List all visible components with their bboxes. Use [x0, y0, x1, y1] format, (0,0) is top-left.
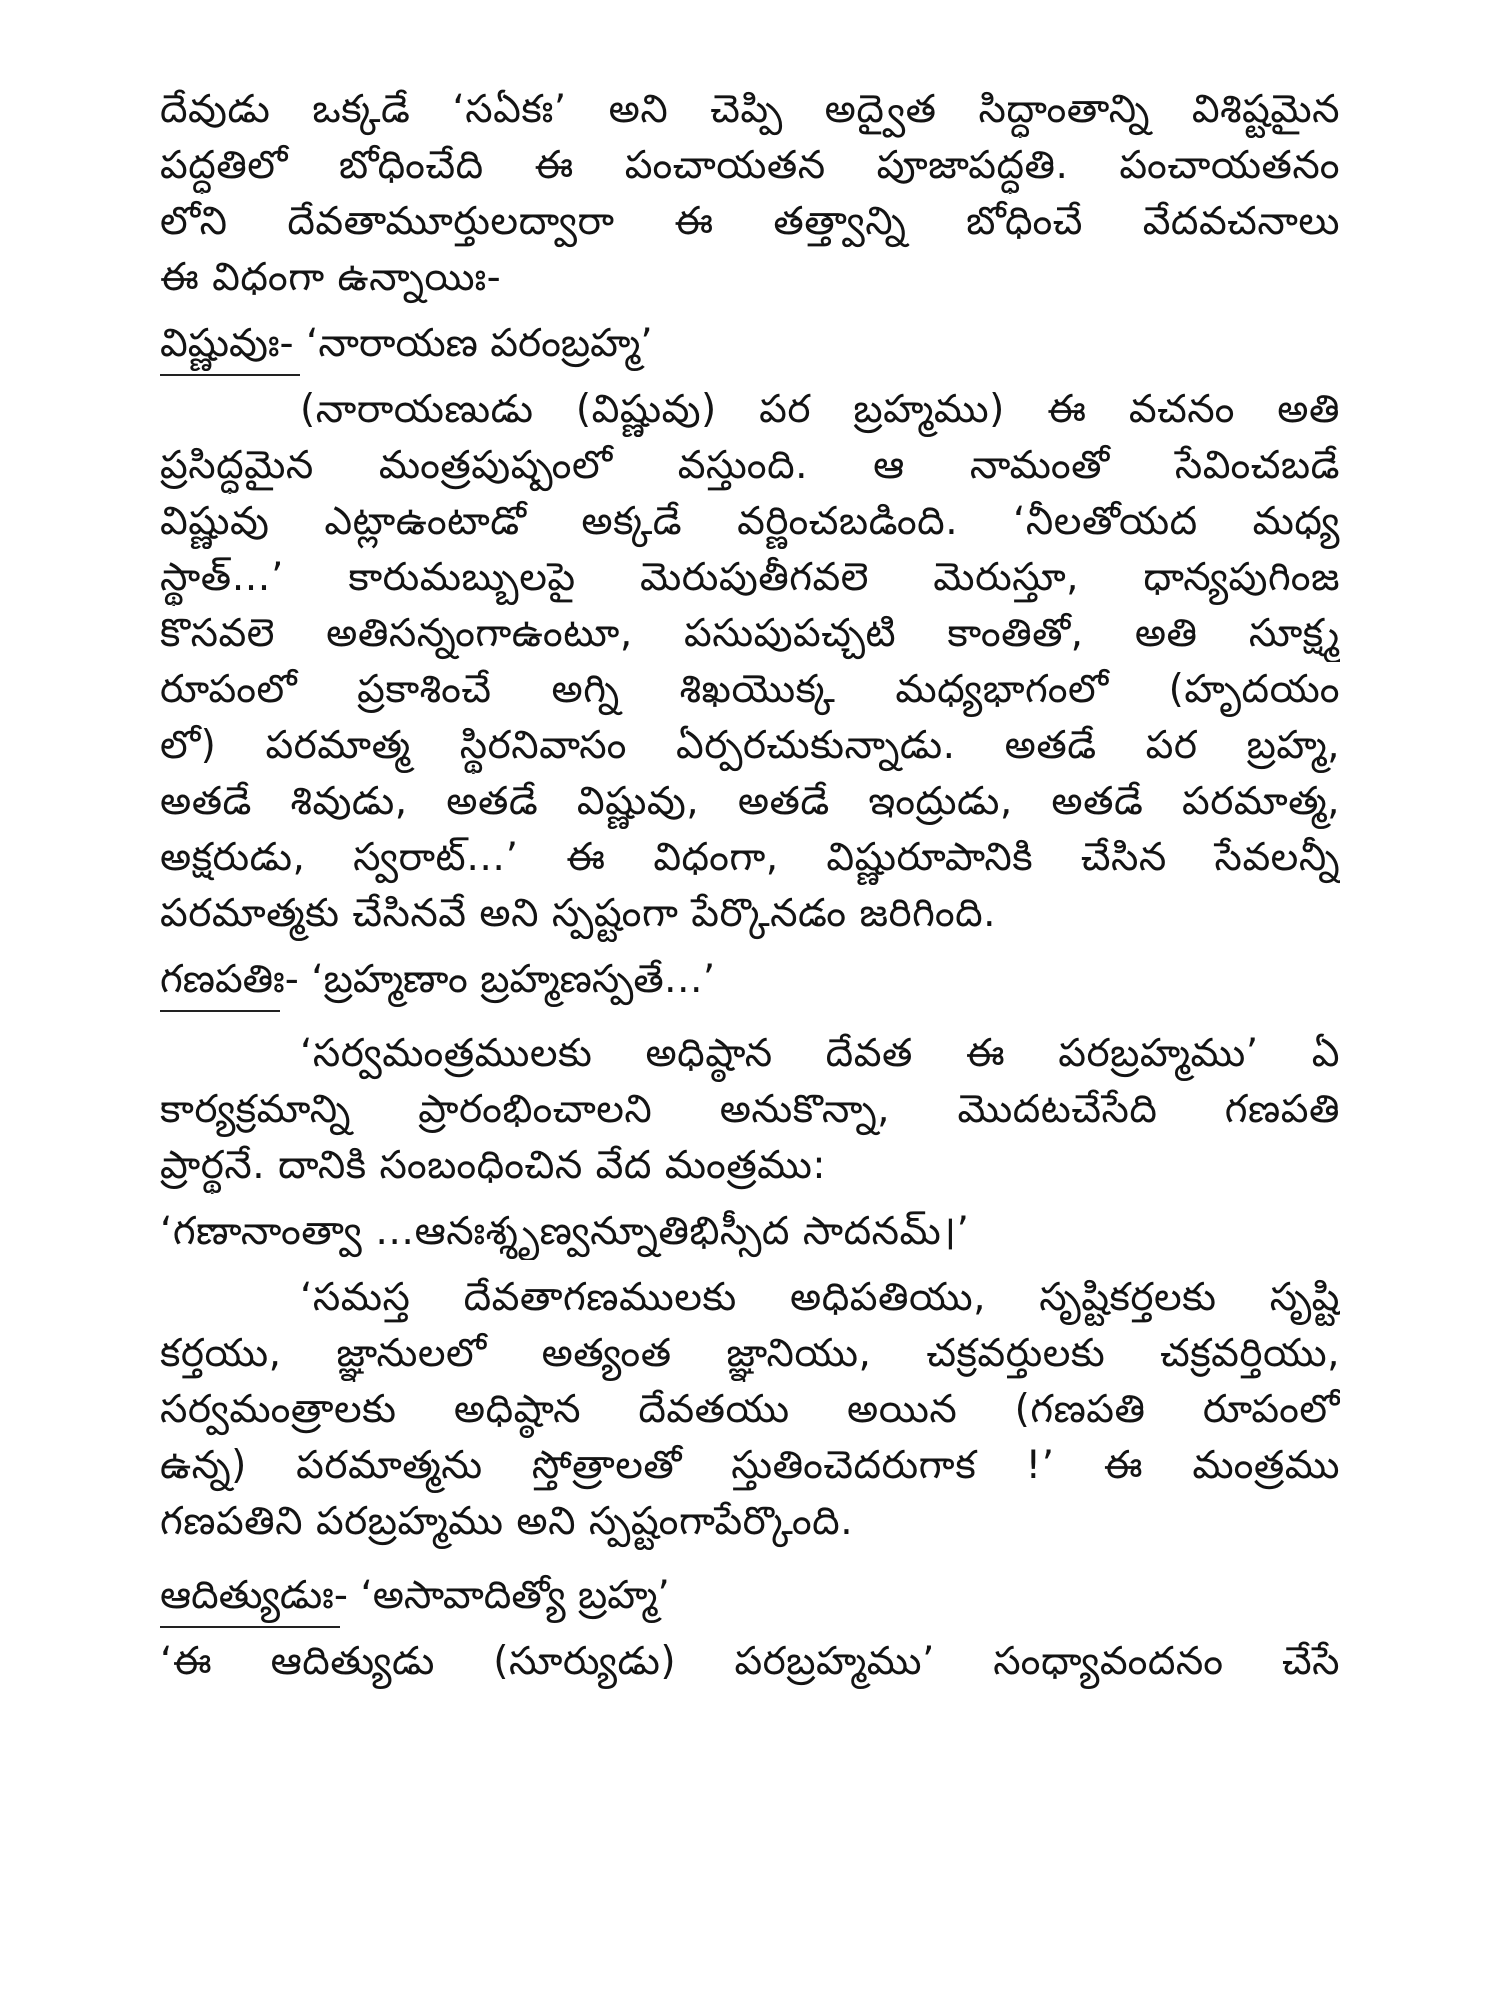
text-line: స్థాత్…’ కారుమబ్బులపై మెరుపుతీగవలె మెరుస్తూ, ధాన్యపుగింజ	[160, 555, 1340, 600]
text-line: ప్రసిద్ధమైన మంత్రపుష్పంలో వస్తుంది. ఆ నామంతో సేవించబడే	[160, 443, 1340, 488]
ganapati-meaning-paragraph	[160, 1270, 1340, 1550]
text-line: (నారాయణుడు (విష్ణువు) పర బ్రహ్మము) ఈ వచనం అతి	[300, 387, 1340, 432]
vishnu-heading-quote: ‘నారాయణ పరంబ్రహ్మ’	[305, 321, 653, 366]
ganapati-heading-quote: ‘బ్రహ్మణాం బ్రహ్మణస్పతే…’	[311, 957, 716, 1002]
intro-paragraph	[160, 82, 1340, 306]
aditya-heading-quote: ‘అసావాదిత్యో బ్రహ్మ’	[360, 1573, 670, 1618]
text-line: ‘సమస్త దేవతాగణములకు అధిపతియు, సృష్టికర్తలకు సృష్టి	[300, 1275, 1340, 1320]
text-line: ప్రార్థనే. దానికి సంబంధించిన వేద మంత్రము:	[160, 1143, 827, 1188]
text-line: రూపంలో ప్రకాశించే అగ్ని శిఖయొక్క మధ్యభాగంలో (హృదయం	[160, 667, 1340, 712]
heading-underline	[160, 1626, 340, 1628]
text-line: కర్తయు, జ్ఞానులలో అత్యంత జ్ఞానియు, చక్రవర్తులకు చక్రవర్తియు,	[160, 1331, 1340, 1376]
text-line: ఉన్న) పరమాత్మను స్తోత్రాలతో స్తుతించెదరుగాక !’ ఈ మంత్రము	[160, 1443, 1340, 1488]
text-line: అక్షరుడు, స్వరాట్…’ ఈ విధంగా, విష్ణురూపానికి చేసిన సేవలన్నీ	[160, 835, 1340, 880]
aditya-heading	[160, 1568, 1340, 1624]
vishnu-heading-label-text: విష్ణువుః-	[160, 321, 294, 366]
text-line: లో) పరమాత్మ స్థిరనివాసం ఏర్పరచుకున్నాడు. అతడే పర బ్రహ్మ,	[160, 723, 1340, 768]
text-line: విష్ణువు ఎట్లాఉంటాడో అక్కడే వర్ణించబడింది. ‘నీలతోయద మధ్య	[160, 499, 1340, 544]
ganapati-paragraph	[160, 1026, 1340, 1194]
text-line: గణపతిని పరబ్రహ్మము అని స్పష్టంగాపేర్కొంది.	[160, 1499, 854, 1544]
text-line: దేవుడు ఒక్కడే ‘సఏకః’ అని చెప్పి అద్వైత సిద్ధాంతాన్ని విశిష్టమైన	[160, 87, 1340, 132]
document-page	[160, 82, 1340, 1690]
ganapati-heading-label	[160, 952, 299, 1008]
vishnu-heading-label	[160, 316, 294, 372]
aditya-paragraph	[160, 1634, 1340, 1690]
vishnu-paragraph	[160, 382, 1340, 942]
vishnu-heading	[160, 316, 1340, 372]
text-line: లోని దేవతామూర్తులద్వారా ఈ తత్త్వాన్ని బోధించే వేదవచనాలు	[160, 199, 1340, 244]
text-line: కార్యక్రమాన్ని ప్రారంభించాలని అనుకొన్నా, మొదటచేసేది గణపతి	[160, 1087, 1340, 1132]
ganapati-heading-label-text: గణపతిః-	[160, 957, 299, 1002]
text-line: ఈ విధంగా ఉన్నాయిః-	[160, 255, 502, 300]
heading-underline	[160, 1010, 280, 1012]
text-line: పరమాత్మకు చేసినవే అని స్పష్టంగా పేర్కొనడం జరిగింది.	[160, 891, 997, 936]
text-line: సర్వమంత్రాలకు అధిష్ఠాన దేవతయు అయిన (గణపతి రూపంలో	[160, 1387, 1340, 1432]
ganapati-heading	[160, 952, 1340, 1008]
text-line: ‘సర్వమంత్రములకు అధిష్ఠాన దేవత ఈ పరబ్రహ్మము’ ఏ	[300, 1031, 1340, 1076]
heading-underline	[160, 374, 300, 376]
ganapati-mantra: ‘గణానాంత్వా …ఆనఃశ్శృణ్వన్నూతిభిస్సీద సాదనమ్।’	[160, 1209, 970, 1254]
text-line: ‘ఈ ఆదిత్యుడు (సూర్యుడు) పరబ్రహ్మము’ సంధ్యావందనం చేసే	[160, 1639, 1340, 1684]
text-line: కొసవలె అతిసన్నంగాఉంటూ, పసుపుపచ్చటి కాంతితో, అతి సూక్ష్మ	[160, 611, 1340, 656]
text-line: పద్ధతిలో బోధించేది ఈ పంచాయతన పూజాపద్ధతి. పంచాయతనం	[160, 143, 1340, 188]
text-line: అతడే శివుడు, అతడే విష్ణువు, అతడే ఇంద్రుడు, అతడే పరమాత్మ,	[160, 779, 1340, 824]
aditya-heading-label-text: ఆదిత్యుడుః-	[160, 1573, 348, 1618]
aditya-heading-label	[160, 1568, 348, 1624]
